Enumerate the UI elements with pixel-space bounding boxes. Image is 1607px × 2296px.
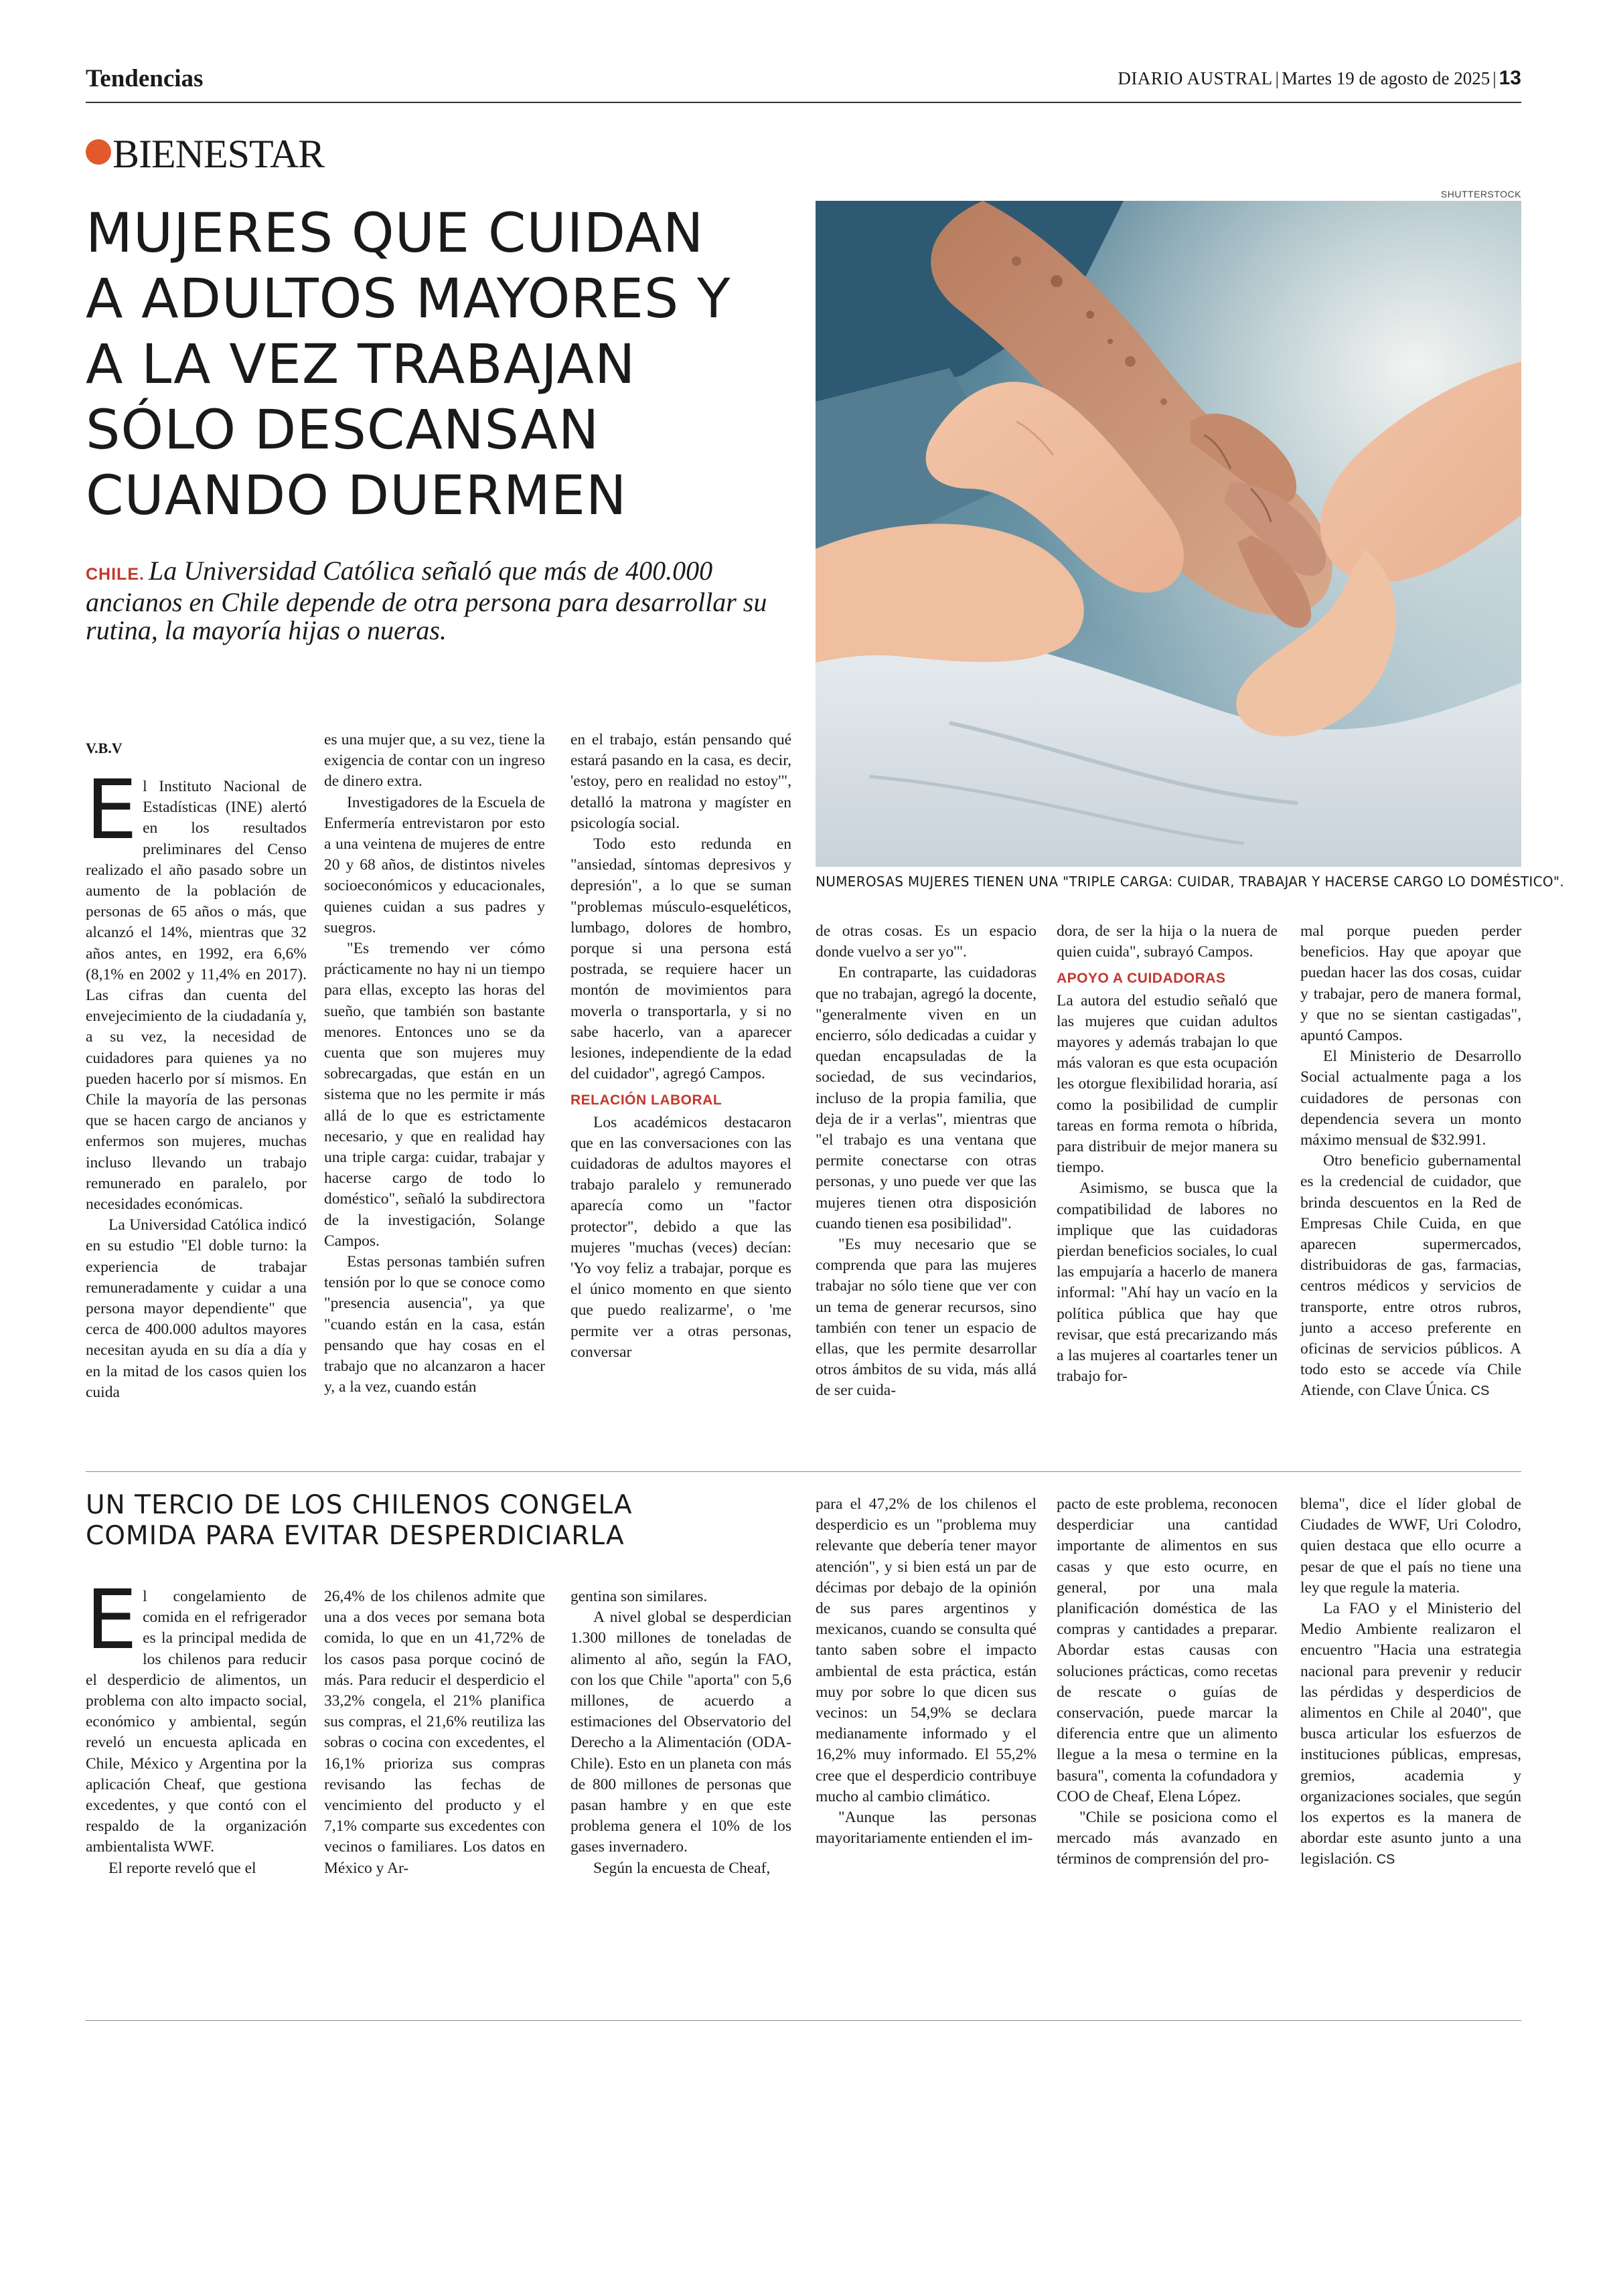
- article-photo: [816, 201, 1521, 867]
- paragraph: Investigadores de la Escuela de Enfermería entrevistaron por esto a una veintena de mujeres de entre 20 y 68 años, de distintos niveles socioeconómicos y educacionales, quienes cuidan a sus padres y suegros.: [324, 793, 545, 936]
- paragraph: Según la encuesta de Cheaf,: [593, 1859, 771, 1877]
- paragraph: El Ministerio de Desarrollo Social actualmente paga a los cuidadores de personas con dependencia severa un monto máximo mensual de $32.991.: [1300, 1048, 1521, 1149]
- paragraph: gentina son similares.: [570, 1588, 708, 1605]
- paragraph: de otras cosas. Es un espacio donde vuelvo a ser yo'".: [816, 922, 1037, 961]
- kicker-text: BIENESTAR: [112, 132, 325, 176]
- paragraph: pacto de este problema, reconocen desperdiciar una cantidad importante de alimentos en sus casas y que esto ocurre, en general, por una mala planificación doméstica de las compras y cantidades a preparar. Abordar estas causas con soluciones prácticas, como recetas de rescate o guías de conservación, puede marcar la diferencia entre que un alimento llegue a la mesa o termine en la basura", comenta la cofundadora y COO de Cheaf, Elena López.: [1057, 1495, 1278, 1805]
- publication-date: Martes 19 de agosto de 2025: [1282, 68, 1490, 88]
- deck-location-tag: CHILE.: [86, 565, 145, 584]
- headline-line: A ADULTOS MAYORES Y: [86, 268, 731, 331]
- article-headline: [86, 201, 809, 529]
- paragraph: dora, de ser la hija o la nuera de quien cuida", subrayó Campos.: [1057, 922, 1278, 961]
- paragraph: "Es muy necesario que se comprenda que para las mujeres trabajar no sólo tiene que ver con un tema de generar recursos, sino también con tener un espacio de ellas, que les permite desarrollar otros ámbitos de su vida, más allá de ser cuida-: [816, 1236, 1037, 1400]
- article-column-6: [1300, 921, 1521, 1402]
- paragraph-text: l Instituto Nacional de Estadísticas (INE) alertó en los resultados preliminares del Censo realizado el año pasado sobre un aumento de la población de personas de 65 años o más, que alcanzó el 14%, mientras que 32 años antes, en 1992, era 6,6% (8,1% en 2002 y 11,4% en 2017). Las cifras dan cuenta del envejecimiento de la ciudadanía y, a su vez, la necesidad de cuidadores para quienes ya no pueden hacerlo por sí mismos. En Chile la mayoría de las personas que se hacen cargo de ancianos y enfermos son mujeres, muchas incluso llevando un trabajo remunerado en paralelo, por necesidades económicas.: [86, 778, 307, 1214]
- article-column-2: [324, 730, 545, 1398]
- paragraph: [86, 762, 307, 1215]
- headline-line: COMIDA PARA EVITAR DESPERDICIARLA: [86, 1521, 625, 1551]
- header-separator: |: [1275, 68, 1280, 88]
- photo-credit: SHUTTERSTOCK: [1440, 189, 1521, 199]
- second-article-headline: [86, 1490, 822, 1552]
- headline-line: MUJERES QUE CUIDAN: [86, 202, 704, 265]
- bottom-rule: [86, 2020, 1521, 2021]
- end-mark-icon: CS: [1376, 1852, 1395, 1868]
- drop-cap: E: [86, 1572, 138, 1667]
- paragraph: En contraparte, las cuidadoras que no trabajan, agregó la docente, "generalmente viven en un encierro, sólo dedicadas a cuidar y quedan encapsuladas de la sociedad, de sus vecindarios, incluso de la propia familia, que deja de ir a verlas", mientras que "el trabajo es una ventana que permite conectarse con otras personas, y uno puede ver que las mujeres tienen otra disposición cuando tienen esa posibilidad".: [816, 964, 1037, 1232]
- paragraph-text: Otro beneficio gubernamental es la credencial de cuidador, que brinda descuentos en la Red de Empresas Chile Cuida, en que aparecen supermercados, distribuidoras de gas, farmacias, centros médicos y servicios de transporte, entre otros rubros, junto a acceso preferente en oficinas de servicios públicos. A todo esto se accede vía Chile Atiende, con Clave Única.: [1300, 1152, 1521, 1400]
- paragraph: en el trabajo, están pensando qué estará pasando en la casa, es decir, 'estoy, pero en realidad no estoy'", detalló la matrona y magíster en psicología social.: [570, 731, 791, 832]
- subheading: RELACIÓN LABORAL: [570, 1092, 722, 1109]
- article2-column-3: [570, 1586, 791, 1879]
- paragraph-text: l congelamiento de comida en el refrigerador es la principal medida de los chilenos para reducir el desperdicio de alimentos, un problema con alto impacto social, económico y ambiental, según reveló un encuesta aplicada en Chile, México y Argentina por la aplicación Cheaf, que gestiona excedentes, y que contó con el respaldo de la organización ambientalista WWF.: [86, 1588, 307, 1856]
- article2-column-1: [86, 1572, 307, 1879]
- paragraph: para el 47,2% de los chilenos el desperdicio es un "problema muy relevante que debería tener mayor atención", y si bien está un par de décimas por debajo de la opinión de sus pares argentinos y mexicanos, cuando se consulta qué tanto saben sobre el impacto ambiental de esta práctica, están muy por sobre lo que dicen sus vecinos: un 54,9% se declara medianamente informado y el 16,2% muy informado. El 55,2% cree que el desperdicio contribuye mucho al cambio climático.: [816, 1495, 1037, 1805]
- hands-photo-illustration: [816, 201, 1521, 867]
- article-column-5: [1057, 921, 1278, 1387]
- article-kicker: [86, 131, 324, 177]
- paragraph: La Universidad Católica indicó en su estudio "El doble turno: la experiencia de trabajar remuneradamente y cuidar a una persona mayor dependiente" que cerca de 400.000 adultos mayores necesitan ayuda en su día a día y en la mitad de los casos quien los cuida: [86, 1216, 307, 1401]
- paragraph: [1300, 1598, 1521, 1871]
- paragraph: mal porque pueden perder beneficios. Hay que apoyar que puedan hacer las dos cosas, cuidar y trabajar, pero de manera formal, y que no se sientan castigadas", apuntó Campos.: [1300, 922, 1521, 1045]
- headline-line: SÓLO DESCANSAN: [86, 399, 600, 462]
- newspaper-name: DIARIO AUSTRAL: [1118, 68, 1273, 88]
- paragraph: "Es tremendo ver cómo prácticamente no hay ni un tiempo para ellas, excepto las horas del sueño, que también son bastante menores. Entonces uno se da cuenta que son mujeres muy sobrecargadas, que están en un sistema que no les permite ir más allá de lo que es estrictamente necesario, y que en realidad hay una triple carga: cuidar, trabajar y hacerse cargo de todo lo doméstico", señaló la subdirectora de la investigación, Solange Campos.: [324, 940, 545, 1250]
- article-deck: [86, 557, 782, 645]
- kicker-dot-icon: [86, 139, 111, 165]
- drop-cap: E: [86, 762, 138, 857]
- headline-line: A LA VEZ TRABAJAN: [86, 333, 636, 396]
- article-column-1: [86, 762, 307, 1403]
- paragraph: La autora del estudio señaló que las mujeres que cuidan adultos mayores y además trabajan lo que más valoran es que esta ocupación les otorgue flexibilidad horaria, así como la posibilidad de cumplir tareas en forma remota o híbrida, para distribuir de mejor manera su tiempo.: [1057, 991, 1278, 1177]
- section-divider: [86, 1471, 1521, 1472]
- deck-text: La Universidad Católica señaló que más de 400.000 ancianos en Chile depende de otra persona para desarrollar su rutina, la mayoría hijas o nueras.: [86, 556, 767, 645]
- header-separator-2: |: [1493, 68, 1497, 88]
- paragraph: Estas personas también sufren tensión por lo que se conoce como "presencia ausencia", ya que "cuando están en la casa, están pensando que hay cosas en el trabajo que no alcanzaron a hacer y, a la vez, cuando están: [324, 1253, 545, 1396]
- paragraph: A nivel global se desperdician 1.300 millones de toneladas de alimento al año, según la FAO, con los que Chile "aporta" con 5,6 millones, de acuerdo a estimaciones del Observatorio del Derecho a la Alimentación (ODA-Chile). Esto en un planeta con más de 800 millones de personas que pasan hambre y en que este problema genera el 10% de los gases invernadero.: [570, 1609, 791, 1856]
- page-number: 13: [1499, 67, 1521, 89]
- byline: V.B.V: [86, 740, 123, 756]
- page-header-info: [1118, 67, 1521, 90]
- article2-column-5: [1057, 1494, 1278, 1870]
- paragraph: "Chile se posiciona como el mercado más avanzado en términos de comprensión del pro-: [1057, 1809, 1278, 1868]
- section-name: Tendencias: [86, 65, 204, 92]
- paragraph: Todo esto redunda en "ansiedad, síntomas depresivos y depresión", a lo que se suman "problemas músculo-esqueléticos, lumbago, dolores de hombro, porque si una persona está postrada, se requiere hacer un montón de movimientos para moverla o transportarla, y si no sabe hacerlo, van a aparecer lesiones, independiente de la edad del cuidador", agregó Campos.: [570, 835, 791, 1083]
- article-column-4: [816, 921, 1037, 1402]
- paragraph-text: La FAO y el Ministerio del Medio Ambiente realizaron el encuentro "Hacia una estrategia nacional para prevenir y reducir las pérdidas y desperdicios de alimentos en Chile al 2040", que busca articular los esfuerzos de instituciones públicas, empresas, gremios, academia y organizaciones sociales, que según los expertos es la manera de abordar este asunto junto a una legislación.: [1300, 1600, 1521, 1868]
- paragraph: Asimismo, se busca que la compatibilidad de labores no implique que las cuidadoras pierdan beneficios sociales, lo cual las empujaría a hacerlo de manera informal: "Ahí hay un vacío en la política pública que hay que revisar, que está precarizando más a las mujeres al coartarles tener un trabajo for-: [1057, 1179, 1278, 1386]
- end-mark-icon: CS: [1470, 1384, 1490, 1399]
- paragraph: [86, 1572, 307, 1858]
- paragraph: 26,4% de los chilenos admite que una a dos veces por semana bota comida, lo que en un 41,72% de los casos pasa porque cocinó de más. Para reducir el desperdicio el 33,2% congela, el 21% planifica sus compras, el 21,6% reutiliza las sobras o cocina con excedentes, el 16,1% prioriza sus compras revisando las fechas de vencimiento del producto y el 7,1% comparte sus excedentes con vecinos o familiares. Los datos en México y Ar-: [324, 1588, 545, 1877]
- article2-column-2: [324, 1586, 545, 1879]
- article2-column-6: [1300, 1494, 1521, 1871]
- header-rule: [86, 102, 1521, 103]
- photo-caption: NUMEROSAS MUJERES TIENEN UNA "TRIPLE CARGA: CUIDAR, TRABAJAR Y HACERSE CARGO LO DOMÉSTICO".: [816, 874, 1565, 890]
- article-column-3: [570, 730, 791, 1363]
- paragraph: El reporte reveló que el: [108, 1859, 256, 1877]
- paragraph: es una mujer que, a su vez, tiene la exigencia de contar con un ingreso de dinero extra.: [324, 731, 545, 791]
- article2-column-4: [816, 1494, 1037, 1849]
- paragraph: Los académicos destacaron que en las conversaciones con las cuidadoras de adultos mayores el trabajo paralelo y remunerado aparecía como un "factor protector", debido a que las mujeres "muchas (veces) decían: 'Yo voy feliz a trabajar, porque es el único momento en que siento que puedo realizarme', o 'me permite ver a otras personas, conversar: [570, 1113, 791, 1361]
- paragraph: [1300, 1151, 1521, 1402]
- headline-line: CUANDO DUERMEN: [86, 465, 627, 527]
- subheading: APOYO A CUIDADORAS: [1057, 971, 1226, 987]
- paragraph: blema", dice el líder global de Ciudades de WWF, Uri Colodro, quien destaca que ello ocurre a pesar de que el país no tiene una ley que regule la materia.: [1300, 1495, 1521, 1596]
- headline-line: UN TERCIO DE LOS CHILENOS CONGELA: [86, 1490, 633, 1520]
- paragraph: "Aunque las personas mayoritariamente entienden el im-: [816, 1809, 1037, 1848]
